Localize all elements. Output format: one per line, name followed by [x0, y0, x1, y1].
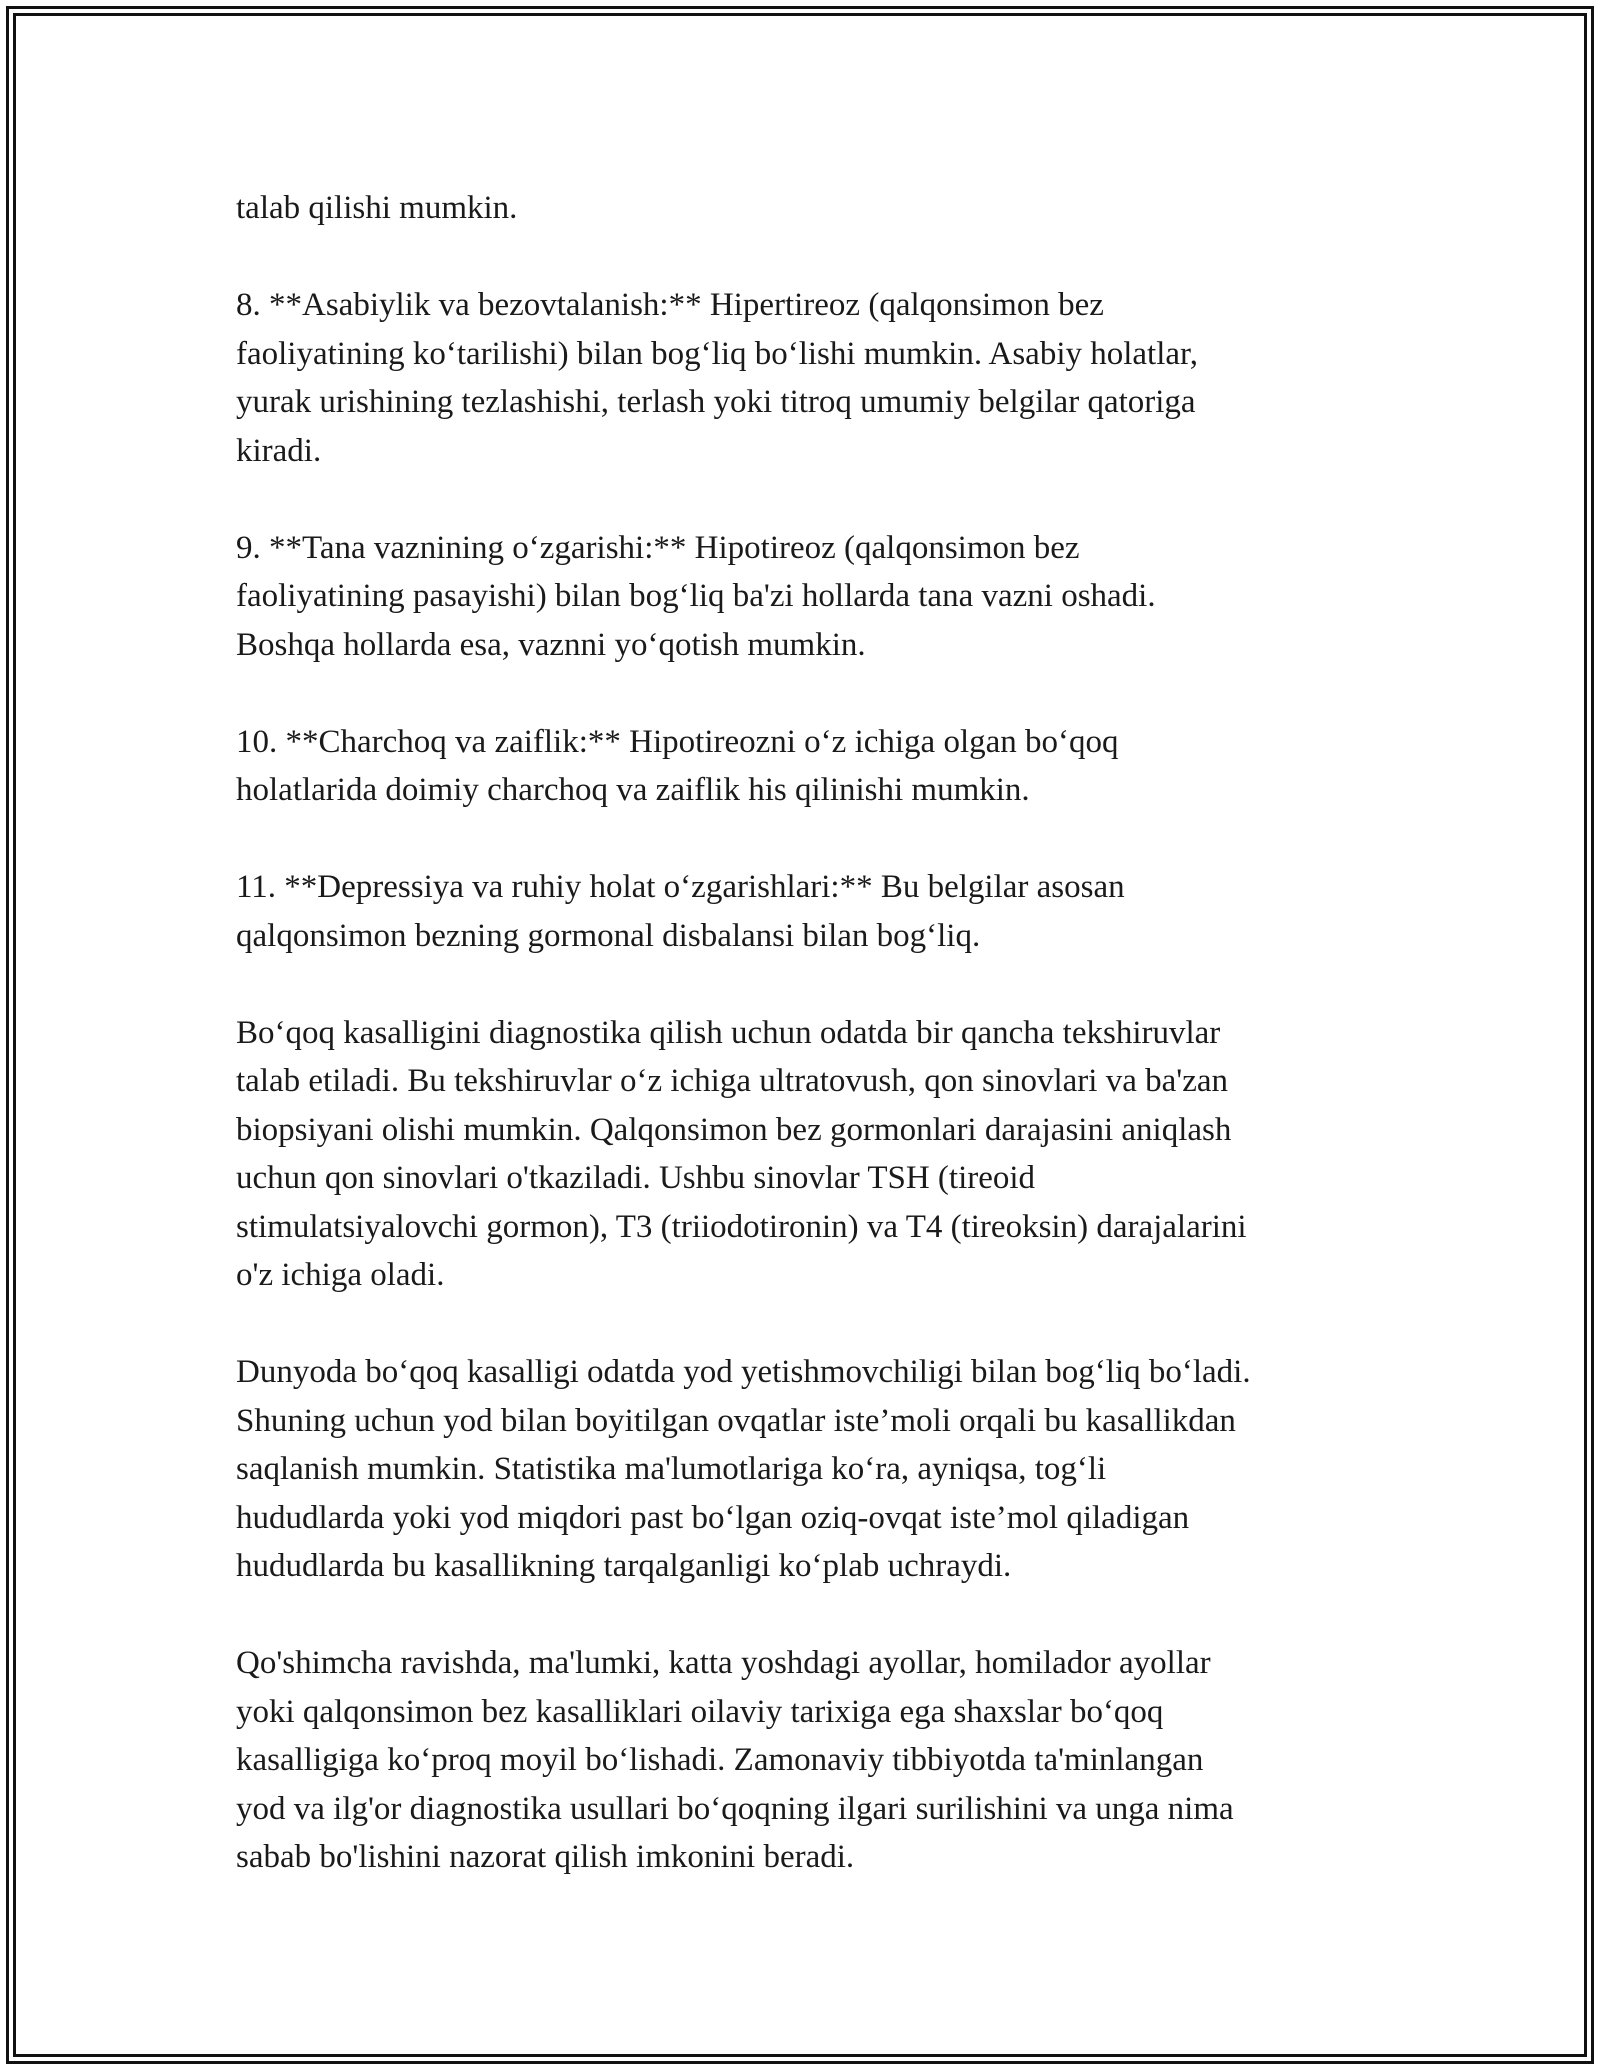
paragraph-risk-groups: Qo'shimcha ravishda, ma'lumki, katta yoshdagi ayollar, homilador ayollar yoki qalqonsimon bez kasalliklari oilaviy tarixiga ega shaxslar bo‘qoq kasalligiga ko‘proq moyil bo‘lishadi. Zamonaviy tibbiyotda ta'minlangan yod va ilg'or diagnostika usullari bo‘qoqning ilgari surilishini va unga nima sabab bo'lishini nazorat qilish imkonini beradi.: [236, 1645, 1234, 1875]
paragraph-item-10-fatigue: 10. **Charchoq va zaiflik:** Hipotireozni o‘z ichiga olgan bo‘qoq holatlarida doimiy charchoq va zaiflik his qilinishi mumkin.: [236, 723, 1119, 808]
paragraph-item-8-nervousness: 8. **Asabiylik va bezovtalanish:** Hipertireoz (qalqonsimon bez faoliyatining ko‘tarilishi) bilan bog‘liq bo‘lishi mumkin. Asabiy holatlar, yurak urishining tezlashishi, terlash yoki titroq umumiy belgilar qatoriga kiradi.: [236, 287, 1198, 469]
paragraph-item-11-depression: 11. **Depressiya va ruhiy holat o‘zgarishlari:** Bu belgilar asosan qalqonsimon bezning gormonal disbalansi bilan bog‘liq.: [236, 869, 1125, 954]
document-body: [236, 184, 1386, 1882]
paragraph-continuation: talab qilishi mumkin.: [236, 190, 518, 226]
paragraph-item-9-weight-change: 9. **Tana vaznining o‘zgarishi:** Hipotireoz (qalqonsimon bez faoliyatining pasayishi) bilan bog‘liq ba'zi hollarda tana vazni oshadi. Boshqa hollarda esa, vaznni yo‘qotish mumkin.: [236, 529, 1156, 663]
paragraph-diagnostics: Bo‘qoq kasalligini diagnostika qilish uchun odatda bir qancha tekshiruvlar talab etiladi. Bu tekshiruvlar o‘z ichiga ultratovush, qon sinovlari va ba'zan biopsiyani olishi mumkin. Qalqonsimon bez gormonlari darajasini aniqlash uchun qon sinovlari o'tkaziladi. Ushbu sinovlar TSH (tireoid stimulatsiyalovchi gormon), T3 (triiodotironin) va T4 (tireoksin) darajalarini o'z ichiga oladi.: [236, 1014, 1247, 1293]
paragraph-iodine-deficiency: Dunyoda bo‘qoq kasalligi odatda yod yetishmovchiligi bilan bog‘liq bo‘ladi. Shuning uchun yod bilan boyitilgan ovqatlar iste’moli orqali bu kasallikdan saqlanish mumkin. Statistika ma'lumotlariga ko‘ra, ayniqsa, tog‘li hududlarda yoki yod miqdori past bo‘lgan oziq-ovqat iste’mol qiladigan hududlarda bu kasallikning tarqalganligi ko‘plab uchraydi.: [236, 1354, 1251, 1584]
